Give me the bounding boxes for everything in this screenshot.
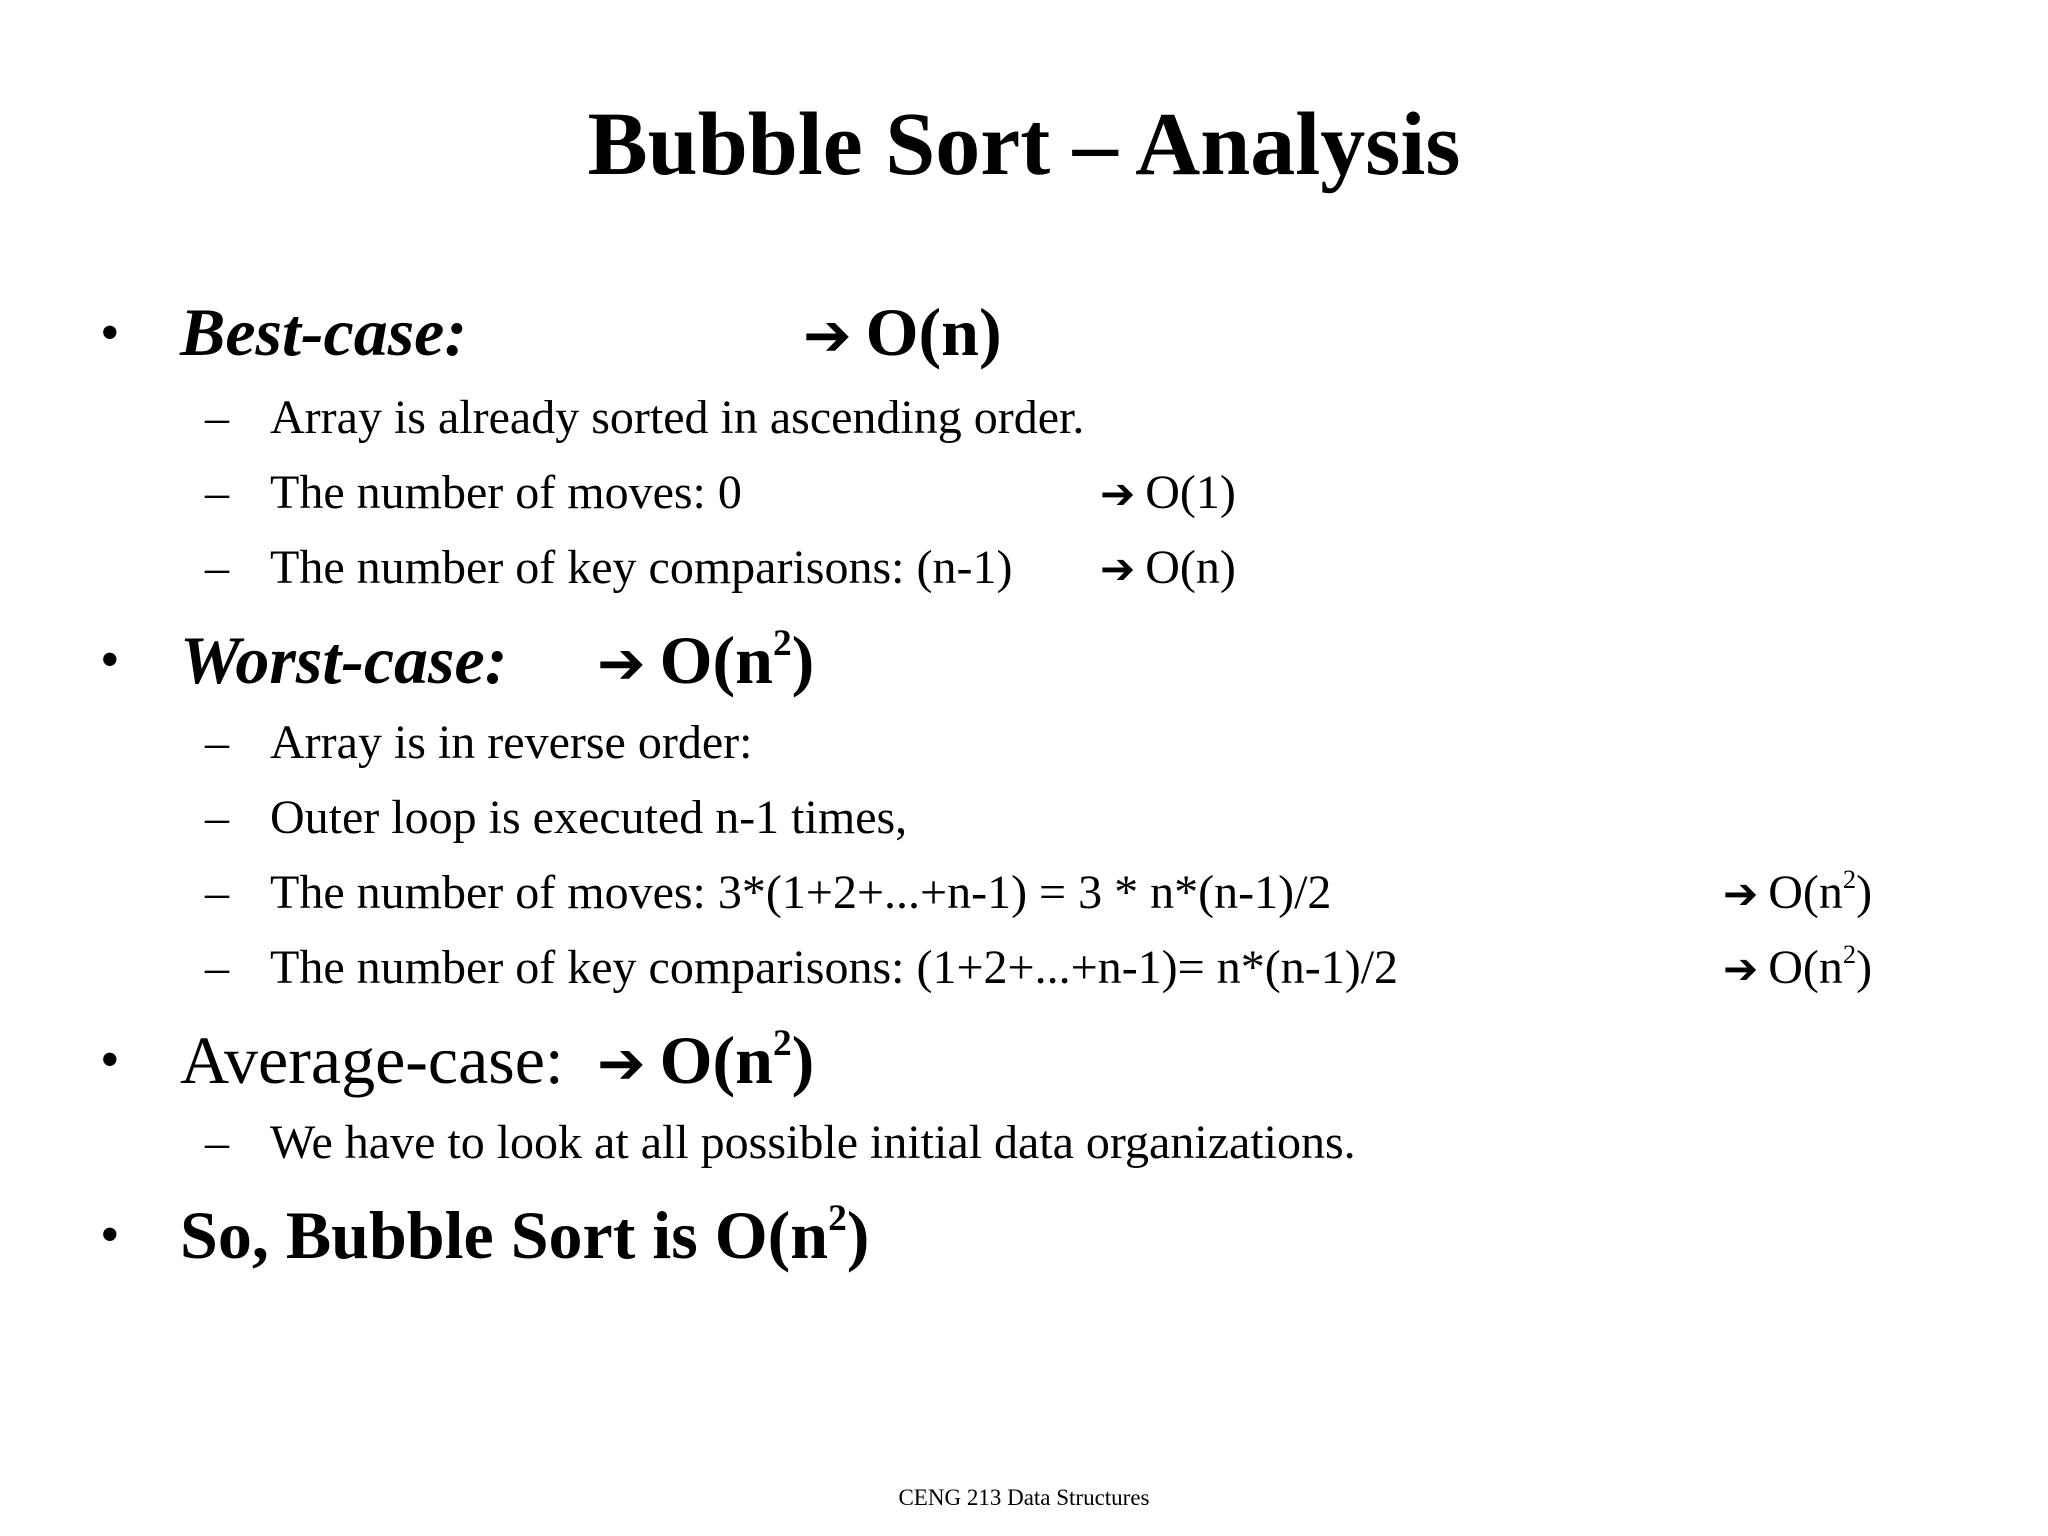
arrow-icon: ➔ <box>597 629 646 697</box>
slide-title: Bubble Sort – Analysis <box>587 95 1461 194</box>
arrow-icon: ➔ <box>597 1029 646 1097</box>
worst-case-complexity-suffix: ) <box>791 622 815 698</box>
best-case-item-2: The number of moves: 0 <box>270 466 742 519</box>
dash-best-2: – <box>205 466 229 519</box>
worst-case-complexity-prefix: O(n <box>659 622 773 698</box>
arrow-icon: ➔ <box>1100 544 1136 593</box>
bullet-worst-case: • <box>100 629 120 691</box>
average-case-item-1: We have to look at all possible initial data organizations. <box>270 1116 1356 1169</box>
worst-case-item-2: Outer loop is executed n-1 times, <box>270 791 908 844</box>
arrow-icon: ➔ <box>803 301 852 369</box>
worst-case-item-4: The number of key comparisons: (1+2+...+n-1)= n*(n-1)/2 <box>270 941 1399 994</box>
best-case-complexity-value: O(n) <box>865 294 1002 370</box>
slide-footer: CENG 213 Data Structures <box>898 1485 1150 1510</box>
conclusion-prefix: So, Bubble Sort is O(n <box>180 1197 829 1273</box>
best-case-item-3-complexity <box>1100 538 1236 599</box>
best-case-complexity <box>803 292 1002 375</box>
arrow-icon: ➔ <box>1100 469 1136 518</box>
dash-best-3: – <box>205 541 229 594</box>
worst-case-item-4-complexity-suffix: ) <box>1856 941 1873 994</box>
conclusion <box>180 1195 869 1275</box>
superscript-2: 2 <box>828 1197 847 1239</box>
average-case-complexity-suffix: ) <box>791 1022 815 1098</box>
best-case-label: Best-case: <box>180 294 468 370</box>
average-case-label: Average-case: <box>180 1022 564 1098</box>
bullet-conclusion: • <box>100 1204 120 1266</box>
bullet-best-case: • <box>100 302 120 364</box>
worst-case-item-3-complexity-suffix: ) <box>1856 866 1873 919</box>
dash-best-1: – <box>205 391 229 444</box>
arrow-icon: ➔ <box>1723 944 1759 993</box>
worst-case-item-4-complexity-prefix: O(n <box>1768 941 1843 994</box>
best-case-item-1: Array is already sorted in ascending order. <box>270 391 1085 444</box>
dash-average-1: – <box>205 1116 229 1169</box>
worst-case-item-1: Array is in reverse order: <box>270 716 753 769</box>
superscript-2: 2 <box>772 622 792 664</box>
superscript-2: 2 <box>772 1022 792 1064</box>
conclusion-suffix: ) <box>846 1197 870 1273</box>
superscript-2: 2 <box>1842 864 1857 895</box>
best-case-item-2-complexity <box>1100 463 1236 524</box>
worst-case-label: Worst-case: <box>180 622 508 698</box>
best-case-item-3-complexity-value: O(n) <box>1145 541 1236 594</box>
average-case-complexity <box>597 1020 814 1103</box>
best-case-item-3: The number of key comparisons: (n-1) <box>270 541 1013 594</box>
dash-worst-1: – <box>205 716 229 769</box>
arrow-icon: ➔ <box>1723 869 1759 918</box>
worst-case-item-4-complexity <box>1723 938 1872 999</box>
dash-worst-2: – <box>205 791 229 844</box>
superscript-2: 2 <box>1842 939 1857 970</box>
worst-case-item-3-complexity <box>1723 863 1872 924</box>
worst-case-item-3: The number of moves: 3*(1+2+...+n-1) = 3 * n*(n-1)/2 <box>270 866 1332 919</box>
dash-worst-3: – <box>205 866 229 919</box>
worst-case-complexity <box>597 620 814 703</box>
average-case-complexity-prefix: O(n <box>659 1022 773 1098</box>
worst-case-item-3-complexity-prefix: O(n <box>1768 866 1843 919</box>
bullet-average-case: • <box>100 1029 120 1091</box>
dash-worst-4: – <box>205 941 229 994</box>
best-case-item-2-complexity-value: O(1) <box>1145 466 1236 519</box>
